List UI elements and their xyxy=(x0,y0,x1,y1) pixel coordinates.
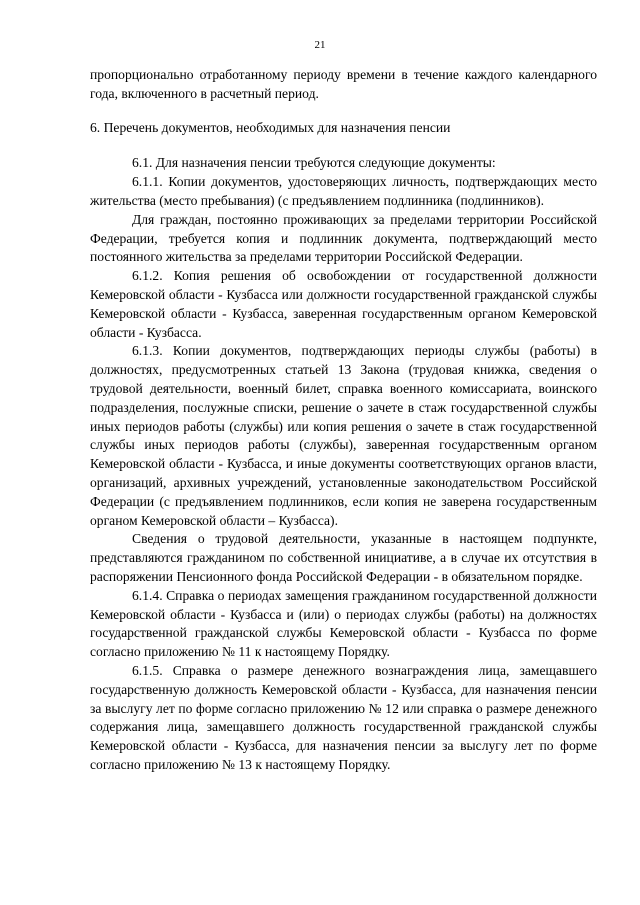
section-heading: 6. Перечень документов, необходимых для назначения пенсии xyxy=(90,119,451,135)
paragraph-labor-info: Сведения о трудовой деятельности, указанные в настоящем подпункте, представляются гражданином по собственной инициативе, а в случае их отсутствия в распоряжении Пенсионного фонда Российской Федерации - в обязательном порядке. xyxy=(90,531,597,584)
paragraph-6-1: 6.1. Для назначения пенсии требуются следующие документы: xyxy=(132,155,496,171)
paragraph-6-1-5: 6.1.5. Справка о размере денежного вознаграждения лица, замещавшего государственную должность Кемеровской области - Кузбасса, для назначения пенсии за выслугу лет по форме согласно приложению № 12 или справка о размере денежного содержания лица, замещавшего должность государственной гражданской службы Кемеровской области - Кузбасса, для назначения пенсии за выслугу лет по форме согласно приложению № 13 к настоящему Порядку. xyxy=(90,662,597,772)
paragraph-6-1-1: 6.1.1. Копии документов, удостоверяющих личность, подтверждающих место жительства (место пребывания) (с предъявлением подлинника (подлинников). xyxy=(90,174,597,208)
paragraph-6-1-3: 6.1.3. Копии документов, подтверждающих периоды службы (работы) в должностях, предусмотренных статьей 13 Закона (трудовая книжка, сведения о трудовой деятельности, военный билет, справка военного комиссариата, воинского подразделения, послужные списки, решение о зачете в стаж государственной службы иных периодов работы (службы) или копия решения о зачете в стаж государственной службы иных периодов работы (службы), заверенная государственным органом Кемеровской области - Кузбасса, и иные документы соответствующих органов власти, организаций, архивных учреждений, установленные законодательством Российской Федерации (с предъявлением подлинников, если копия не заверена государственным органом Кемеровской области – Кузбасса). xyxy=(90,343,597,528)
paragraph-6-1-2: 6.1.2. Копия решения об освобождении от государственной должности Кемеровской области - Кузбасса или должности государственной гражданской службы Кемеровской области - Кузбасса, заверенная государственным органом Кемеровской области - Кузбасса. xyxy=(90,268,597,340)
paragraph-6-1-4: 6.1.4. Справка о периодах замещения гражданином государственной должности Кемеровской области - Кузбасса и (или) о периодах службы (работы) на должностях государственной гражданской службы Кемеровской области - Кузбасса по форме согласно приложению № 11 к настоящему Порядку. xyxy=(90,587,597,660)
page-number: 21 xyxy=(314,39,326,51)
paragraph-intro: пропорционально отработанному периоду времени в течение каждого календарного года, включенного в расчетный период. xyxy=(90,67,597,101)
document-body xyxy=(90,66,597,775)
paragraph-foreign-residents: Для граждан, постоянно проживающих за пределами территории Российской Федерации, требуется копия и подлинник документа, подтверждающий место постоянного жительства за пределами территории Российской Федерации. xyxy=(90,211,597,265)
